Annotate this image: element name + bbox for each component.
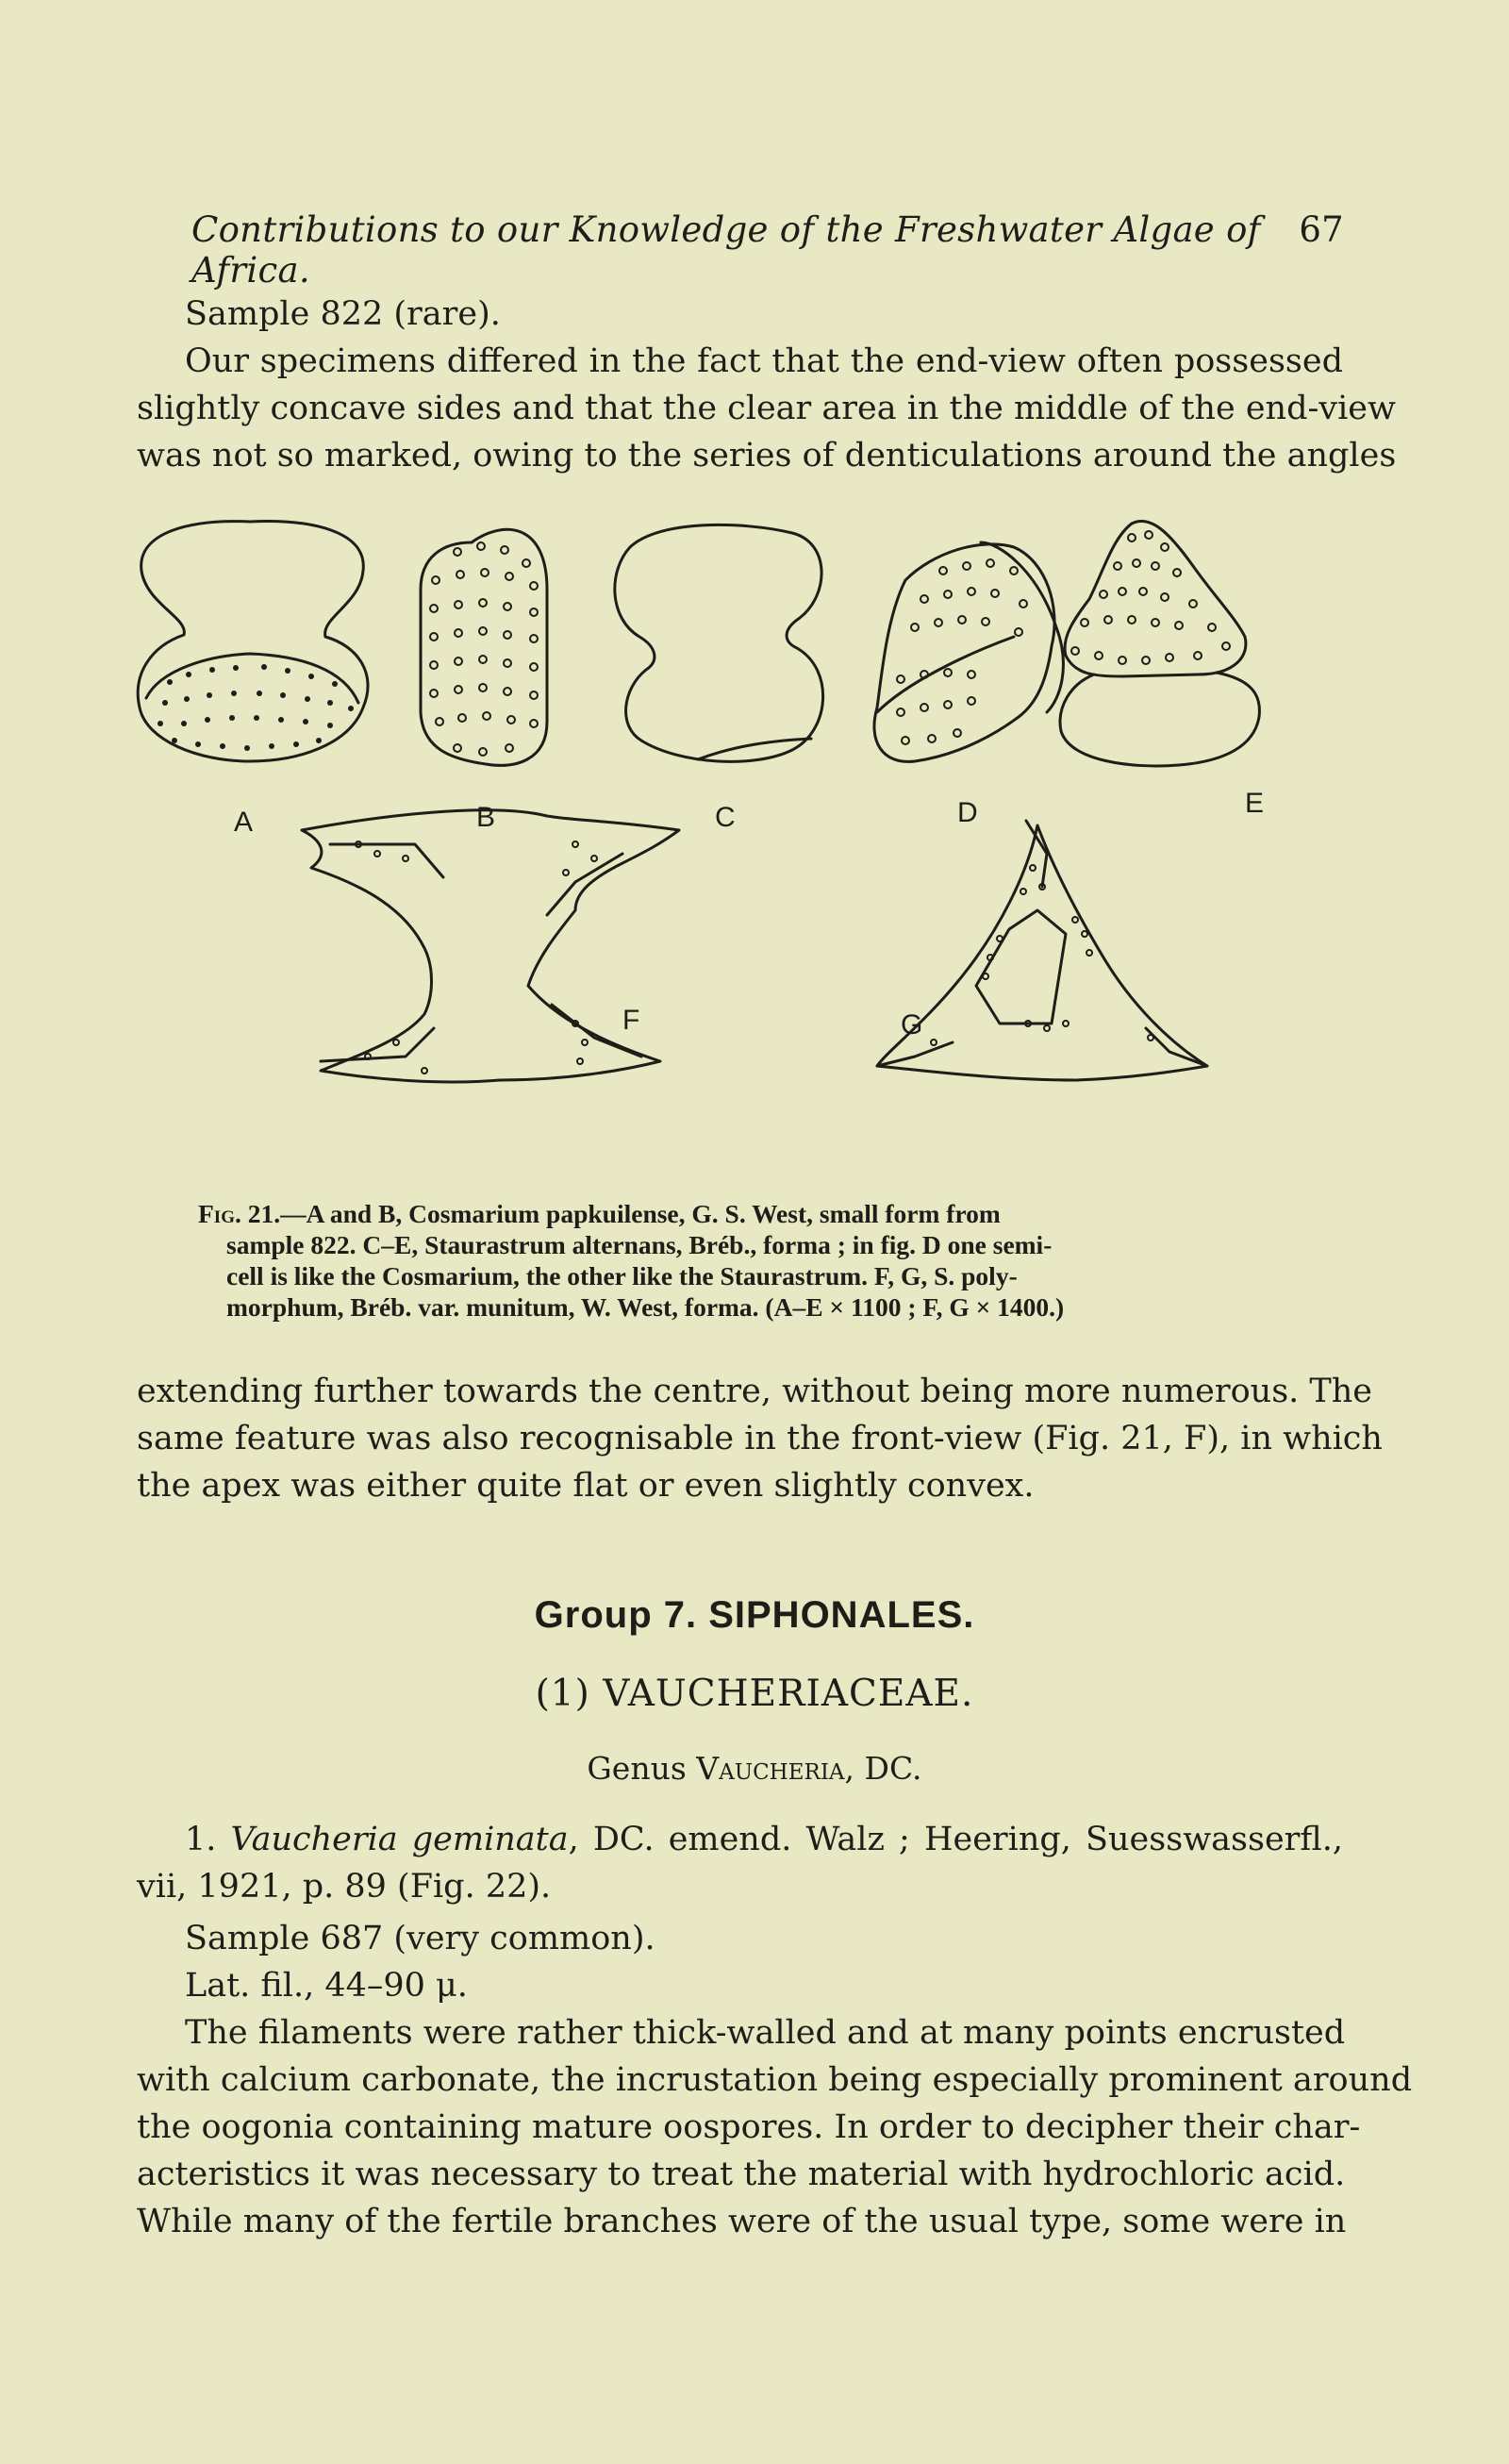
species-reference: vii, 1921, p. 89 (Fig. 22). bbox=[137, 1868, 552, 1906]
group-heading: Group 7. SIPHONALES. bbox=[534, 1594, 975, 1636]
text-line: the apex was either quite flat or even slightly convex. bbox=[137, 1467, 1035, 1505]
genus-suffix: , DC. bbox=[844, 1750, 922, 1787]
species-name: Vaucheria geminata bbox=[230, 1821, 569, 1858]
sample-line: Sample 822 (rare). bbox=[185, 295, 501, 333]
running-title: Contributions to our Knowledge of the Freshwater Algae of Africa. bbox=[191, 209, 1261, 291]
text-line: extending further towards the centre, without being more numerous. The bbox=[137, 1373, 1373, 1410]
figure-label-c: C bbox=[715, 802, 736, 833]
drawing-g-dots bbox=[931, 865, 1153, 1045]
text-line: slightly concave sides and that the clear area in the middle of the end-view bbox=[137, 390, 1396, 427]
figure-label-e: E bbox=[1245, 788, 1265, 819]
figure-caption bbox=[198, 1198, 1278, 1323]
drawing-e-dots bbox=[1071, 531, 1230, 664]
figure-label-a: A bbox=[234, 807, 254, 838]
figure-label-f: F bbox=[622, 1005, 640, 1036]
text-line: the oogonia containing mature oospores. In order to decipher their char- bbox=[137, 2108, 1361, 2146]
text-line: was not so marked, owing to the series of denticulations around the angles bbox=[137, 437, 1397, 474]
text-line: acteristics it was necessary to treat the material with hydrochloric acid. bbox=[137, 2156, 1346, 2193]
drawing-e bbox=[1060, 521, 1259, 766]
caption-line: —A and B, Cosmarium papkuilense, G. S. West, small form from bbox=[280, 1199, 1001, 1228]
genus-prefix: Genus bbox=[587, 1750, 697, 1787]
figure-label-d: D bbox=[957, 797, 978, 828]
genus-heading bbox=[0, 1750, 1509, 1787]
genus-name: Vaucheria bbox=[696, 1750, 845, 1787]
text-line: with calcium carbonate, the incrustation being especially prominent around bbox=[137, 2061, 1413, 2099]
family-heading: (1) VAUCHERIACEAE. bbox=[535, 1673, 974, 1715]
page-number: 67 bbox=[1299, 209, 1344, 250]
drawing-a bbox=[138, 522, 368, 761]
text-line: While many of the fertile branches were of the usual type, some were in bbox=[137, 2203, 1347, 2240]
running-header bbox=[191, 209, 1344, 291]
text-line: Our specimens differed in the fact that the end-view often possessed bbox=[185, 342, 1343, 380]
text-line: same feature was also recognisable in the front-view (Fig. 21, F), in which bbox=[137, 1420, 1383, 1457]
caption-line: cell is like the Cosmarium, the other like the Staurastrum. F, G, S. poly- bbox=[226, 1261, 1018, 1290]
species-authority: , DC. emend. Walz ; Heering, Suesswasserfl., bbox=[568, 1821, 1343, 1858]
species-heading bbox=[185, 1821, 1343, 1858]
drawing-g bbox=[877, 821, 1207, 1080]
species-number: 1. bbox=[185, 1821, 231, 1858]
caption-line: sample 822. C–E, Staurastrum alternans, Bréb., forma ; in fig. D one semi- bbox=[226, 1230, 1053, 1259]
drawing-b bbox=[421, 529, 547, 765]
caption-line: morphum, Bréb. var. munitum, W. West, forma. (A–E × 1100 ; F, G × 1400.) bbox=[226, 1292, 1065, 1322]
drawing-c bbox=[615, 524, 823, 761]
species-latitude: Lat. fil., 44–90 μ. bbox=[185, 1967, 468, 2005]
species-sample: Sample 687 (very common). bbox=[185, 1920, 655, 1957]
drawing-d-dots bbox=[897, 559, 1027, 744]
figure-21 bbox=[132, 514, 1377, 1193]
drawing-b-dots bbox=[430, 542, 538, 756]
text-line: The filaments were rather thick-walled and at many points encrusted bbox=[185, 2014, 1346, 2052]
figure-label-g: G bbox=[901, 1009, 923, 1041]
figure-label-b: B bbox=[476, 802, 496, 833]
caption-fig-number: Fig. 21. bbox=[198, 1199, 281, 1228]
drawing-f bbox=[302, 810, 679, 1082]
drawing-d bbox=[874, 542, 1063, 761]
drawing-a-dots bbox=[158, 664, 354, 751]
figure-drawings bbox=[132, 514, 1377, 1193]
